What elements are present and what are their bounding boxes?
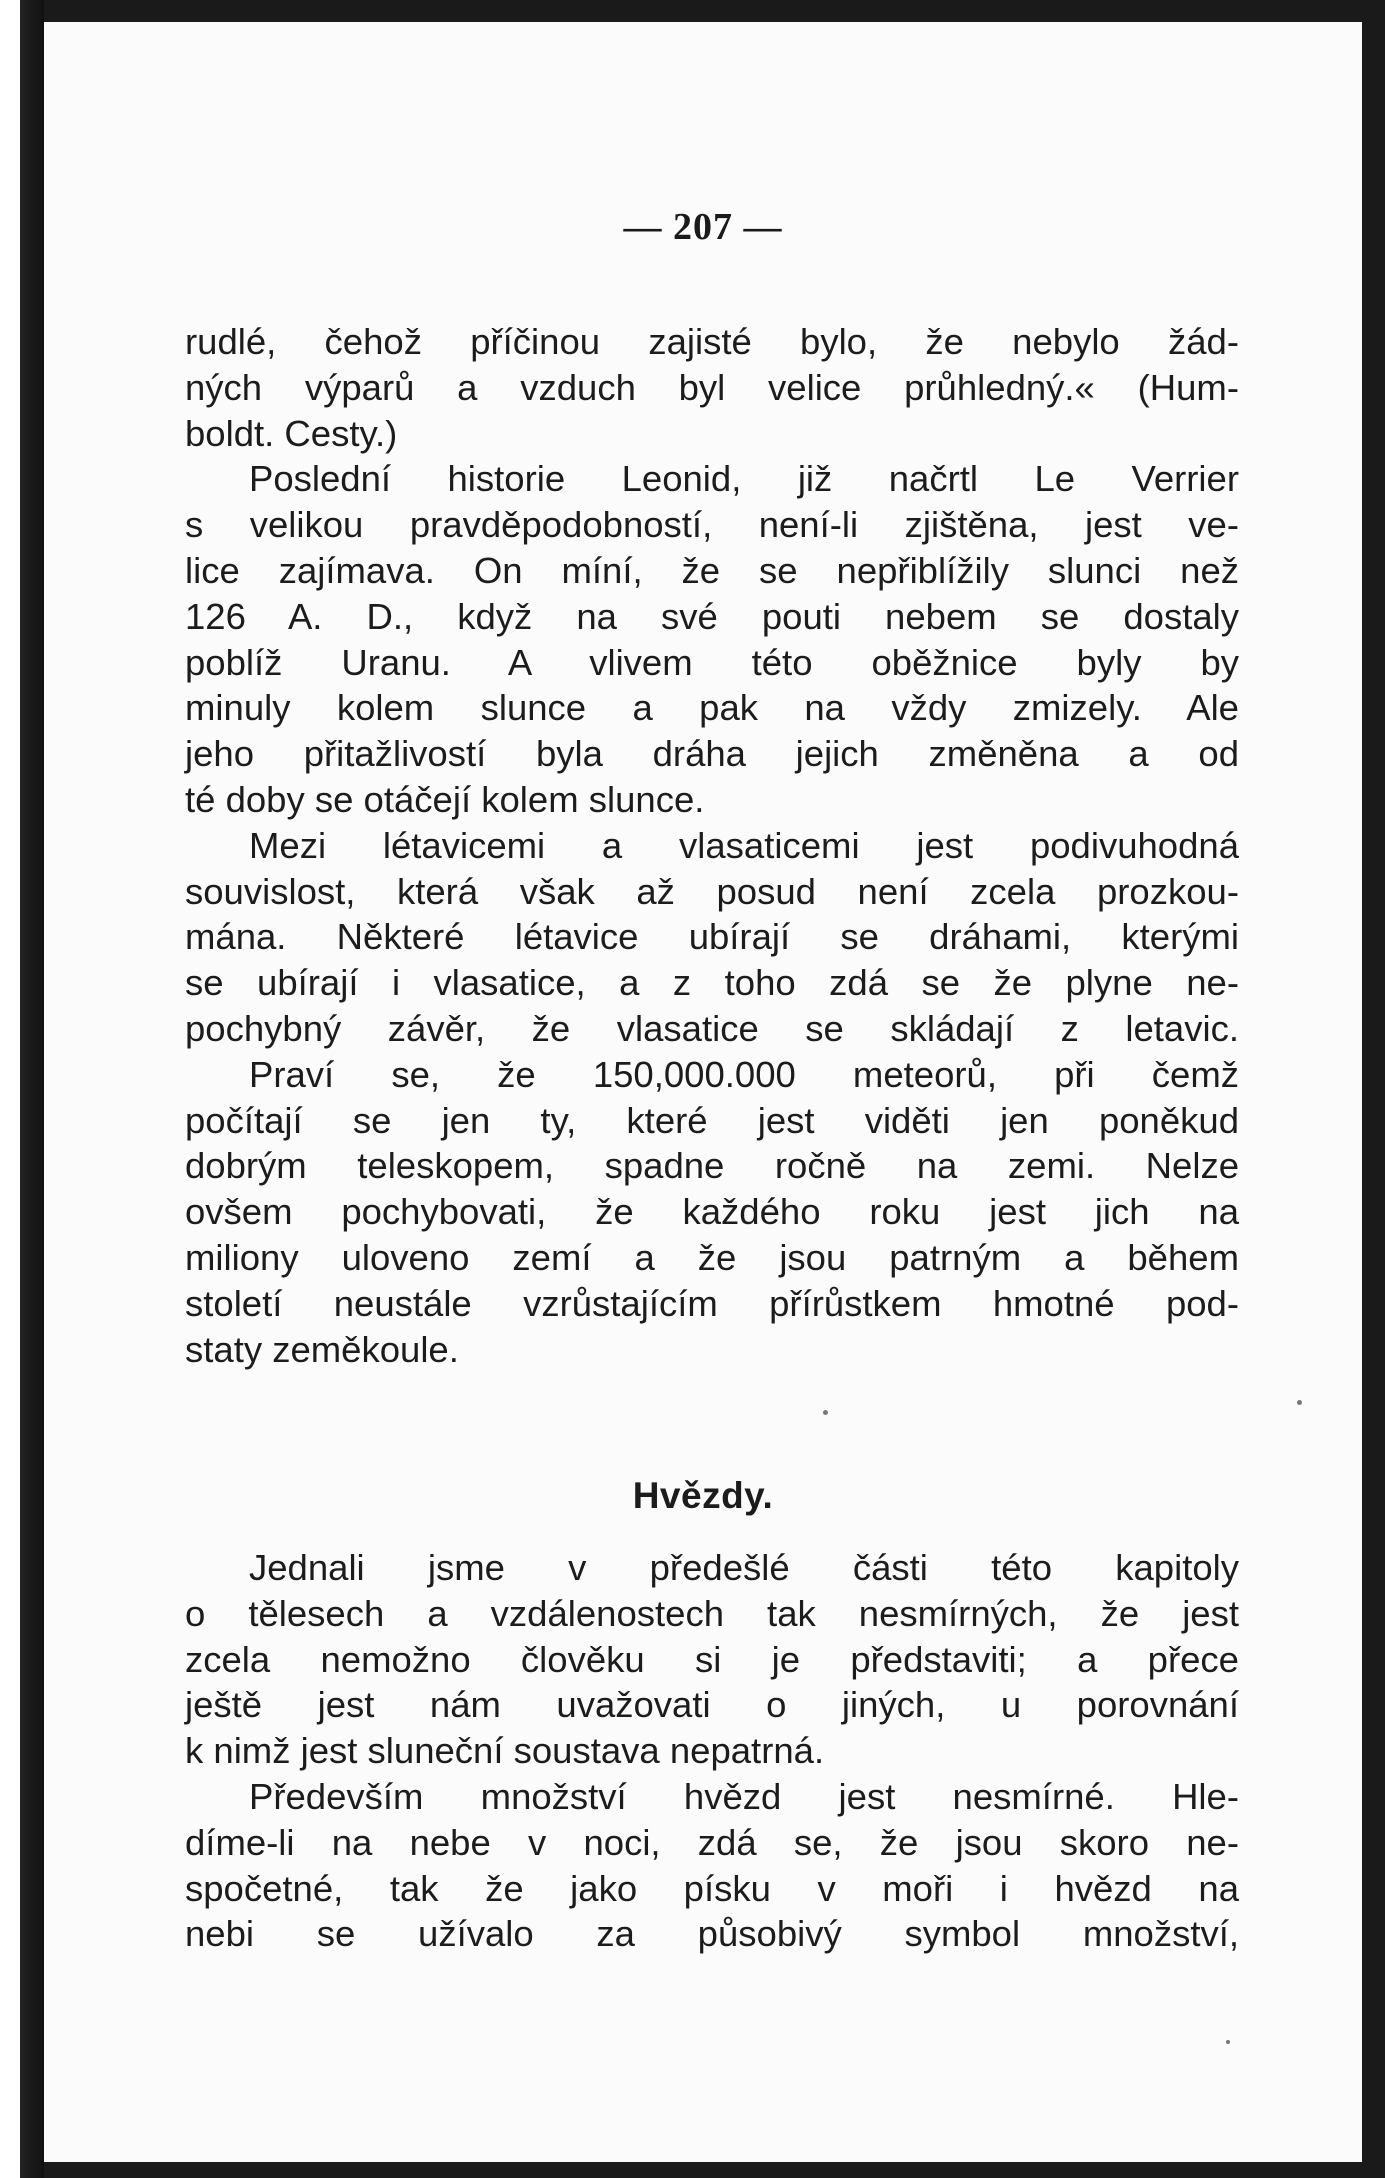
text-line: Poslední historie Leonid, již načrtl Le Verrier: [249, 458, 1239, 500]
text-line: k nimž jest sluneční soustava nepatrná.: [185, 1730, 825, 1772]
text-line: počítají se jen ty, které jest viděti jen poněkud: [185, 1099, 1239, 1141]
text-line: století neustále vzrůstajícím přírůstkem hmotné pod-: [185, 1282, 1239, 1324]
text-line: díme-li na nebe v noci, zdá se, že jsou skoro ne-: [185, 1821, 1239, 1863]
text-line: souvislost, která však až posud není zcela prozkou-: [185, 870, 1239, 912]
print-speck: [1226, 2040, 1230, 2044]
text-line: lice zajímava. On míní, že se nepřiblížily slunci než: [185, 550, 1239, 591]
text-line: Jednali jsme v předešlé části této kapitoly: [249, 1547, 1239, 1588]
text-line: dobrým teleskopem, spadne ročně na zemi. Nelze: [185, 1145, 1239, 1187]
text-line: 126 A. D., když na své pouti nebem se dostaly: [185, 595, 1239, 637]
text-line: s velikou pravděpodobností, není-li zjištěna, jest ve-: [185, 504, 1239, 546]
text-line: minuly kolem slunce a pak na vždy zmizely. Ale: [185, 687, 1239, 729]
text-line: ných výparů a vzduch byl velice průhledný.« (Hum-: [185, 366, 1239, 408]
section-heading: Hvězdy.: [632, 1475, 774, 1516]
text-line: Praví se, že 150,000.000 meteorů, při čemž: [249, 1053, 1239, 1095]
text-line: o tělesech a vzdálenostech tak nesmírných, že jest: [185, 1592, 1239, 1634]
text-line: té doby se otáčejí kolem slunce.: [185, 779, 705, 820]
text-line: pochybný závěr, že vlasatice se skládají z letavic.: [185, 1008, 1239, 1049]
text-line: boldt. Cesty.): [185, 412, 398, 454]
text-line: poblíž Uranu. A vlivem této oběžnice byly by: [185, 641, 1239, 683]
text-line: rudlé, čehož příčinou zajisté bylo, že nebylo žád-: [185, 321, 1239, 362]
text-line: ještě jest nám uvažovati o jiných, u porovnání: [185, 1684, 1239, 1726]
text-line: miliony uloveno zemí a že jsou patrným a během: [185, 1237, 1239, 1278]
text-line: mána. Některé létavice ubírají se dráhami, kterými: [185, 916, 1239, 958]
page-number: — 207 —: [623, 206, 783, 248]
print-speck: [1297, 1400, 1302, 1405]
text-line: staty zeměkoule.: [185, 1328, 459, 1370]
text-line: ovšem pochybovati, že každého roku jest jich na: [185, 1191, 1239, 1233]
text-line: jeho přitažlivostí byla dráha jejich změněna a od: [185, 733, 1239, 775]
text-line: se ubírají i vlasatice, a z toho zdá se že plyne ne-: [185, 962, 1239, 1004]
text-line: nebi se užívalo za působivý symbol množství,: [185, 1913, 1239, 1955]
text-line: Mezi létavicemi a vlasaticemi jest podivuhodná: [249, 824, 1239, 866]
text-line: zcela nemožno člověku si je představiti; a přece: [185, 1638, 1239, 1680]
page-binding-edge: [0, 0, 44, 2178]
text-line: Především množství hvězd jest nesmírné. Hle-: [249, 1776, 1239, 1817]
book-page: [44, 22, 1362, 2162]
print-speck: [823, 1410, 828, 1415]
text-line: spočetné, tak že jako písku v moři i hvězd na: [185, 1867, 1239, 1909]
